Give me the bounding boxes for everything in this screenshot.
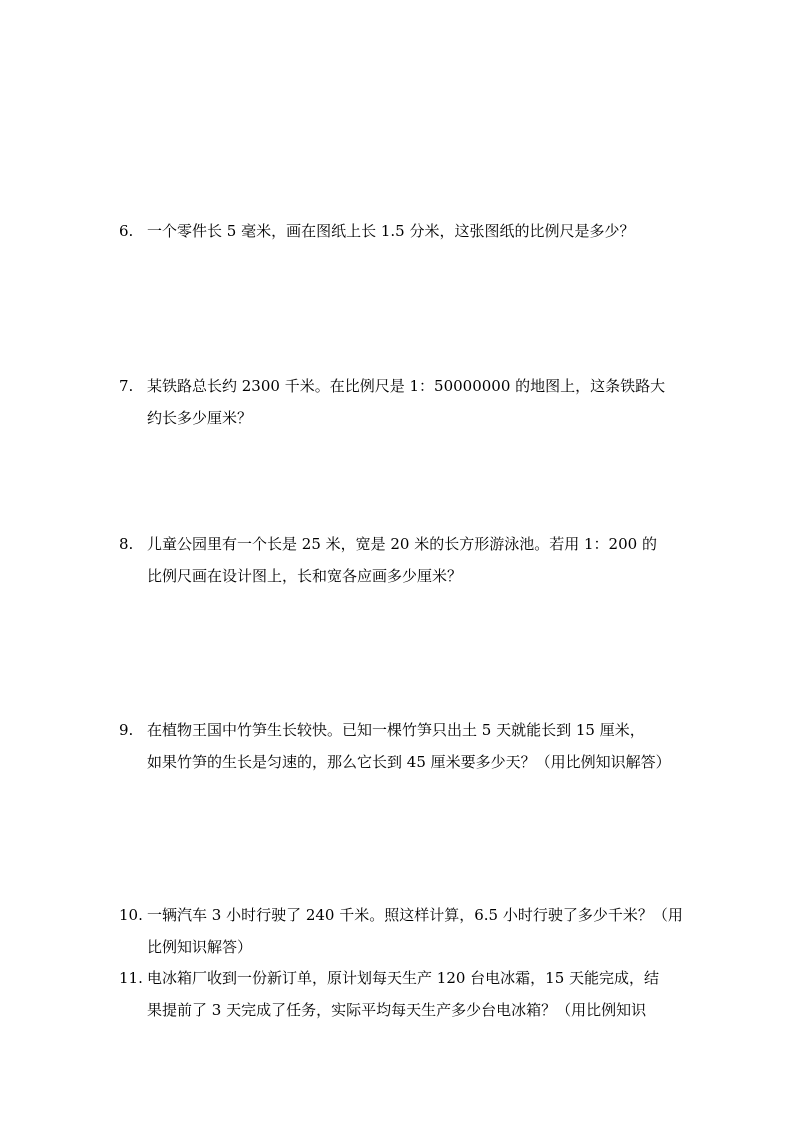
question-text-continued: 比例尺画在设计图上，长和宽各应画多少厘米？ bbox=[147, 567, 463, 585]
question-number: 9. bbox=[119, 721, 134, 739]
question-text-continued: 约长多少厘米？ bbox=[147, 409, 253, 427]
question-text: 电冰箱厂收到一份新订单，原计划每天生产 120 台电冰霜，15 天能完成，结 bbox=[147, 969, 660, 987]
question-text-continued: 比例知识解答） bbox=[147, 938, 253, 956]
question-6 bbox=[119, 215, 679, 247]
question-8 bbox=[119, 528, 679, 592]
question-text-continued: 果提前了 3 天完成了任务，实际平均每天生产多少台电冰箱？（用比例知识 bbox=[147, 1001, 647, 1019]
question-number: 10. bbox=[119, 906, 143, 924]
question-number: 7. bbox=[119, 377, 134, 395]
question-9 bbox=[119, 714, 679, 778]
question-text: 在植物王国中竹笋生长较快。已知一棵竹笋只出土 5 天就能长到 15 厘米， bbox=[147, 721, 645, 739]
question-11 bbox=[119, 962, 679, 1026]
question-text: 一辆汽车 3 小时行驶了 240 千米。照这样计算，6.5 小时行驶了多少千米？（用 bbox=[147, 906, 683, 924]
question-10 bbox=[119, 899, 683, 963]
question-7 bbox=[119, 370, 679, 434]
question-text: 某铁路总长约 2300 千米。在比例尺是 1：50000000 的地图上，这条铁路大 bbox=[147, 377, 666, 395]
question-text: 儿童公园里有一个长是 25 米，宽是 20 米的长方形游泳池。若用 1：200 的 bbox=[147, 535, 657, 553]
question-number: 8. bbox=[119, 535, 134, 553]
question-text-continued: 如果竹笋的生长是匀速的，那么它长到 45 厘米要多少天？（用比例知识解答） bbox=[147, 753, 671, 771]
question-number: 11. bbox=[119, 969, 143, 987]
question-text: 一个零件长 5 毫米，画在图纸上长 1.5 分米，这张图纸的比例尺是多少？ bbox=[147, 222, 635, 240]
question-number: 6. bbox=[119, 222, 134, 240]
